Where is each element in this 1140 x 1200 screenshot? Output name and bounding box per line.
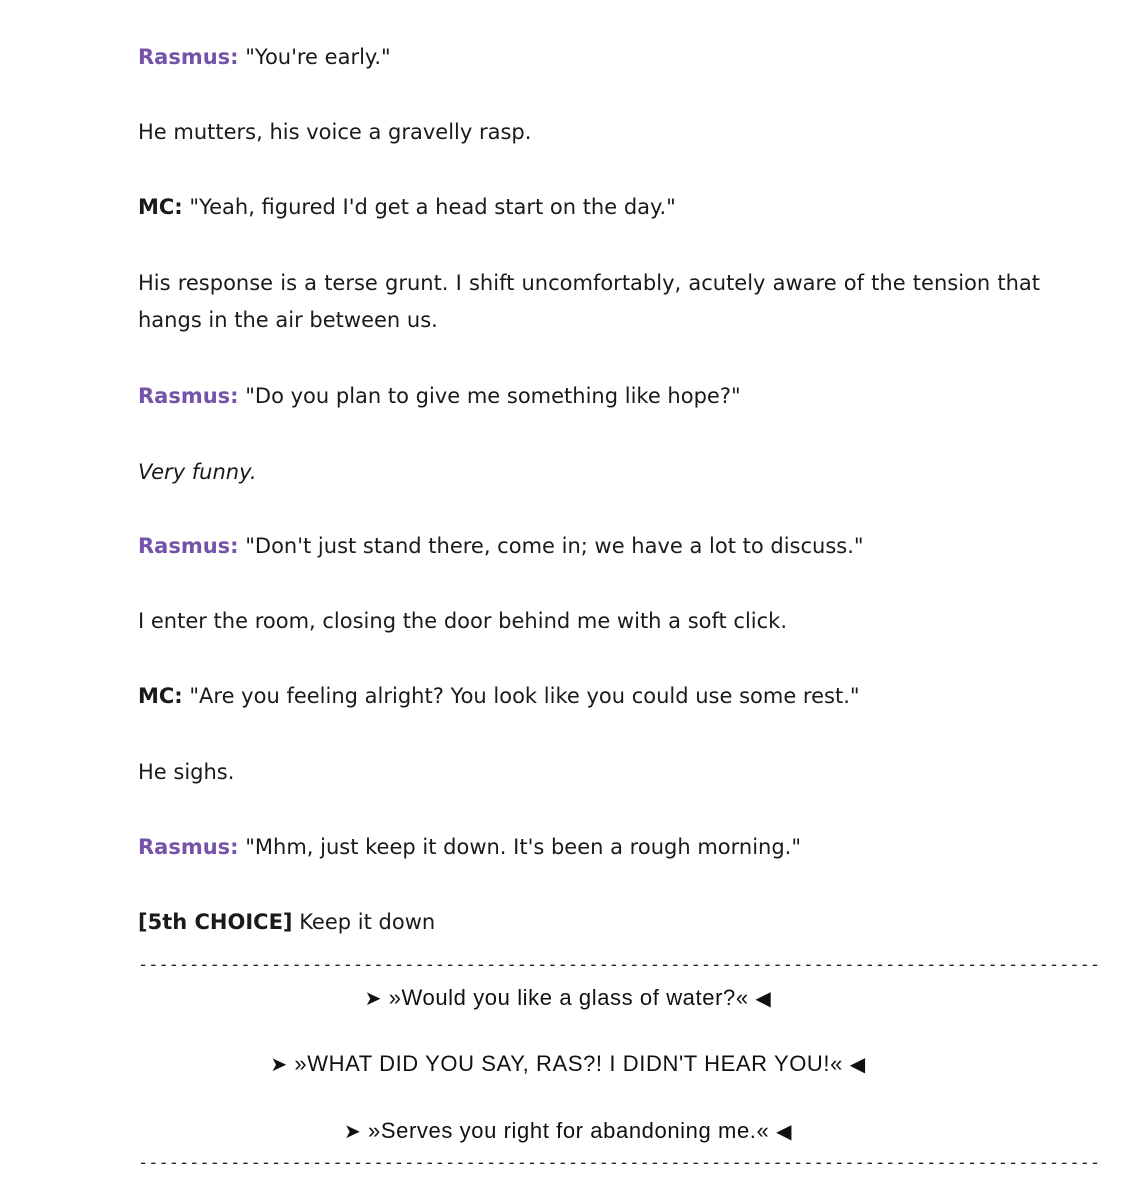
speaker-rasmus: Rasmus: (138, 534, 239, 558)
arrow-left-icon: ◀ (755, 986, 772, 1010)
dialogue-line (138, 678, 1040, 715)
dialogue-text: "You're early." (238, 45, 391, 69)
arrow-right-icon: ➤ (343, 1119, 362, 1143)
dialogue-line (138, 829, 1040, 866)
dialogue-line (138, 39, 1040, 76)
speaker-rasmus: Rasmus: (138, 835, 239, 859)
arrow-left-icon: ◀ (776, 1119, 793, 1143)
choice-option-text: »Would you like a glass of water?« (388, 985, 749, 1010)
choice-option-text: »WHAT DID YOU SAY, RAS?! I DIDN'T HEAR YOU!« (294, 1051, 843, 1076)
dialogue-text: "Do you plan to give me something like hope?" (238, 384, 741, 408)
dialogue-text: "Yeah, figured I'd get a head start on the day." (182, 195, 676, 219)
narration-line: He mutters, his voice a gravelly rasp. (138, 120, 532, 144)
dialogue-text: "Don't just stand there, come in; we have a lot to discuss." (238, 534, 864, 558)
speaker-mc: MC: (138, 195, 183, 219)
narration-line: He sighs. (138, 760, 235, 784)
arrow-left-icon: ◀ (849, 1052, 866, 1076)
choice-option-2[interactable] (138, 1049, 998, 1079)
narration-line: Very funny. (138, 460, 257, 484)
dialogue-text: "Are you feeling alright? You look like you could use some rest." (182, 684, 860, 708)
speaker-rasmus: Rasmus: (138, 45, 239, 69)
dialogue-line (138, 189, 1040, 226)
narration-line: I enter the room, closing the door behind me with a soft click. (138, 609, 788, 633)
speaker-mc: MC: (138, 684, 183, 708)
dialogue-line (138, 528, 1040, 565)
dialogue-text: "Mhm, just keep it down. It's been a rough morning." (238, 835, 802, 859)
dialogue-line (138, 378, 1040, 415)
choice-title: Keep it down (292, 910, 436, 934)
choice-option-3[interactable] (138, 1116, 998, 1146)
choice-option-1[interactable] (138, 983, 998, 1013)
arrow-right-icon: ➤ (364, 986, 382, 1010)
speaker-rasmus: Rasmus: (138, 384, 239, 408)
choice-tag: [5th CHOICE] (138, 910, 293, 934)
choice-option-text: »Serves you right for abandoning me.« (368, 1118, 770, 1143)
arrow-right-icon: ➤ (270, 1052, 288, 1076)
divider-top: ---------------------------------------------------------------------------------------------- (138, 955, 1101, 975)
divider-bottom: ---------------------------------------------------------------------------------------------- (138, 1153, 1101, 1173)
narration-line: His response is a terse grunt. I shift uncomfortably, acutely aware of the tension that hangs in the air between us. (138, 271, 1040, 332)
choice-heading (138, 904, 1040, 941)
